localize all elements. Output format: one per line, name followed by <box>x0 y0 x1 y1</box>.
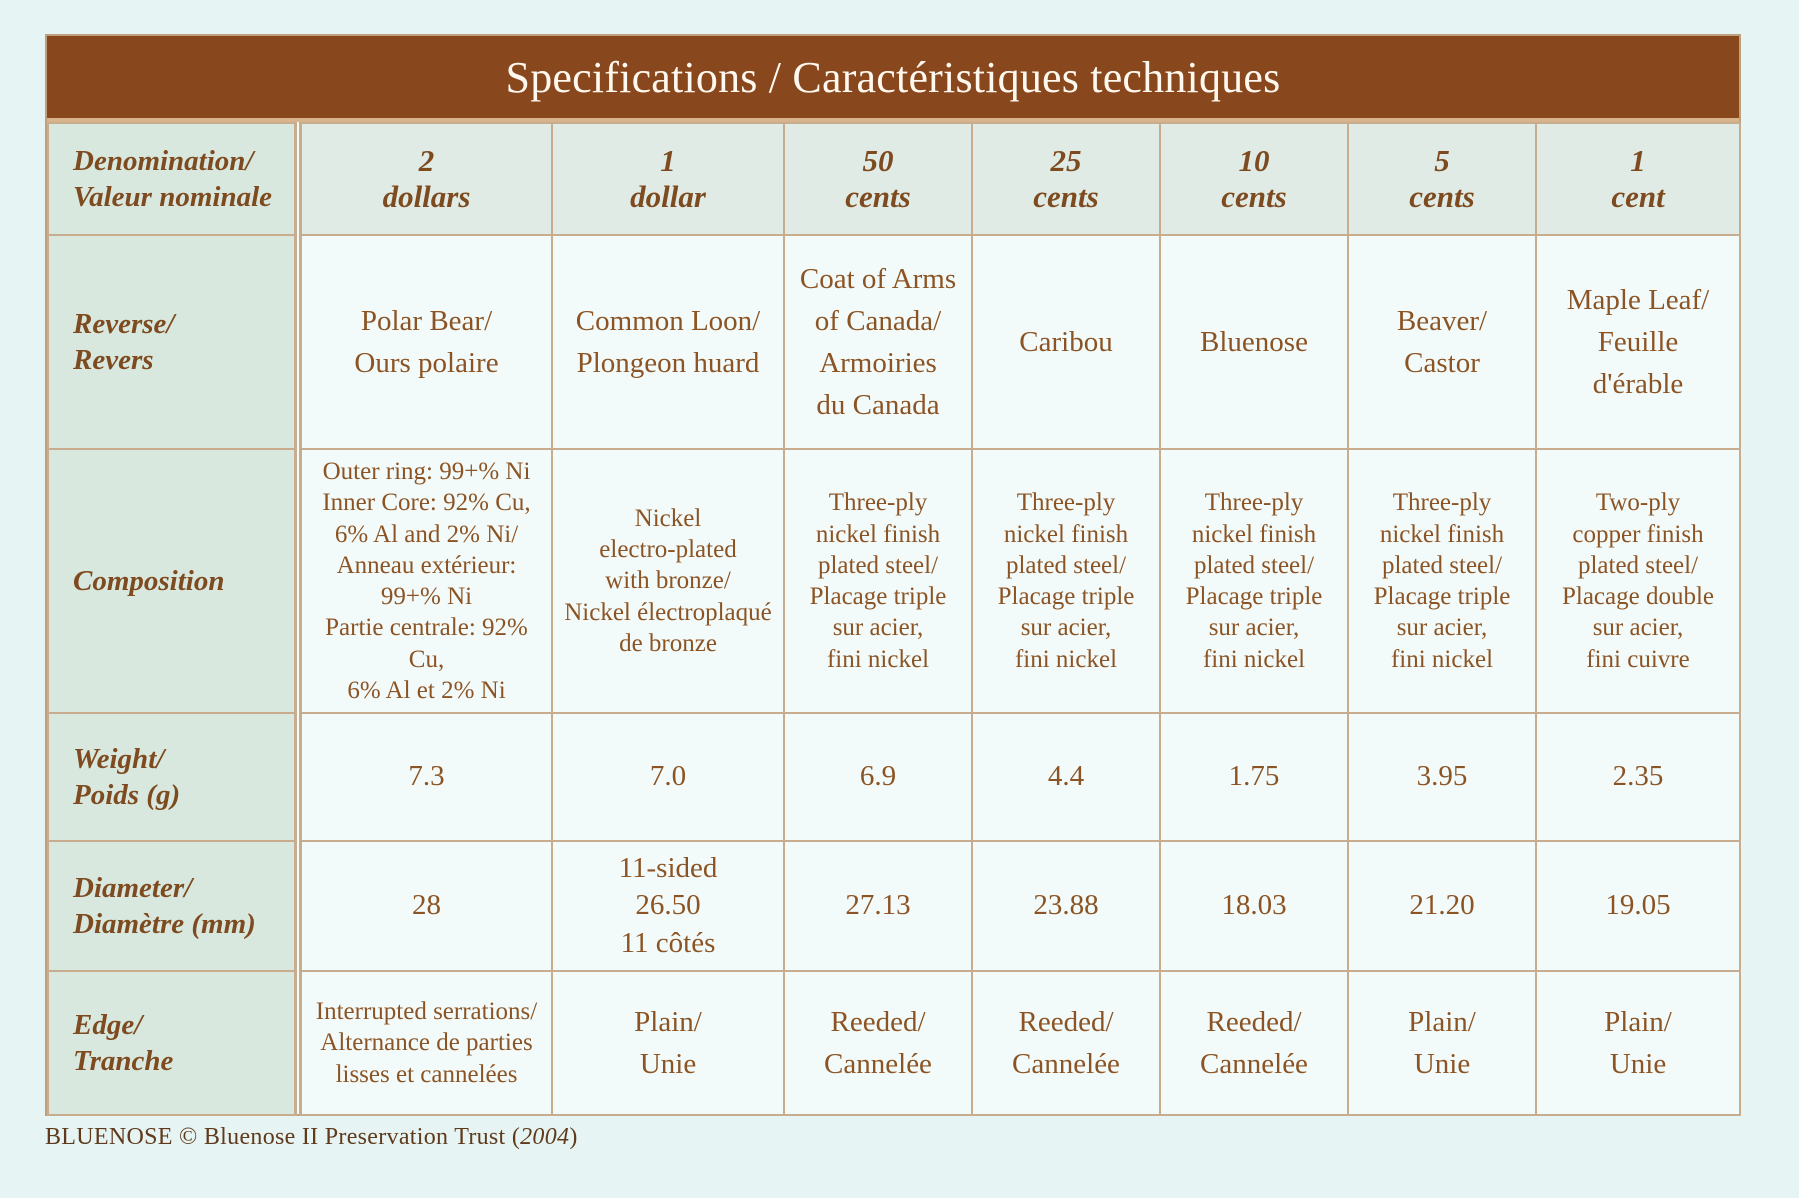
weight-cell: 2.35 <box>1536 713 1740 841</box>
edge-cell: Reeded/ Cannelée <box>784 971 972 1115</box>
composition-cell: Three-ply nickel finish plated steel/ Placage triple sur acier, fini nickel <box>784 449 972 713</box>
copyright-text: BLUENOSE © Bluenose II Preservation Trust ( <box>45 1124 521 1150</box>
diameter-row <box>48 841 1740 971</box>
reverse-cell: Beaver/ Castor <box>1348 235 1536 449</box>
diameter-cell: 28 <box>298 841 552 971</box>
weight-cell: 6.9 <box>784 713 972 841</box>
composition-cell: Three-ply nickel finish plated steel/ Placage triple sur acier, fini nickel <box>1160 449 1348 713</box>
diameter-cell: 11-sided 26.50 11 côtés <box>552 841 784 971</box>
composition-cell: Nickel electro-plated with bronze/ Nickel électroplaqué de bronze <box>552 449 784 713</box>
denomination-10-cents: 10 cents <box>1160 123 1348 235</box>
row-label-diameter: Diameter/ Diamètre (mm) <box>48 841 298 971</box>
diameter-cell: 23.88 <box>972 841 1160 971</box>
page-title: Specifications / Caractéristiques techniques <box>505 52 1281 102</box>
composition-cell: Three-ply nickel finish plated steel/ Placage triple sur acier, fini nickel <box>972 449 1160 713</box>
reverse-cell: Bluenose <box>1160 235 1348 449</box>
denomination-50-cents: 50 cents <box>784 123 972 235</box>
denomination-1-dollar: 1 dollar <box>552 123 784 235</box>
row-label-weight: Weight/ Poids (g) <box>48 713 298 841</box>
reverse-cell: Polar Bear/ Ours polaire <box>298 235 552 449</box>
weight-row <box>48 713 1740 841</box>
edge-cell: Interrupted serrations/ Alternance de parties lisses et cannelées <box>298 971 552 1115</box>
reverse-cell: Common Loon/ Plongeon huard <box>552 235 784 449</box>
composition-cell: Outer ring: 99+% Ni Inner Core: 92% Cu, 6% Al and 2% Ni/ Anneau extérieur: 99+% Ni Partie centrale: 92% Cu, 6% Al et 2% Ni <box>298 449 552 713</box>
copyright-footer <box>45 1124 578 1151</box>
edge-cell: Reeded/ Cannelée <box>1160 971 1348 1115</box>
denomination-2-dollars: 2 dollars <box>298 123 552 235</box>
reverse-row <box>48 235 1740 449</box>
weight-cell: 4.4 <box>972 713 1160 841</box>
weight-cell: 7.3 <box>298 713 552 841</box>
reverse-cell: Caribou <box>972 235 1160 449</box>
edge-cell: Plain/ Unie <box>1536 971 1740 1115</box>
composition-cell: Two-ply copper finish plated steel/ Placage double sur acier, fini cuivre <box>1536 449 1740 713</box>
copyright-close: ) <box>569 1124 578 1150</box>
edge-cell: Reeded/ Cannelée <box>972 971 1160 1115</box>
row-label-edge: Edge/ Tranche <box>48 971 298 1115</box>
denomination-row <box>48 123 1740 235</box>
denomination-1-cent: 1 cent <box>1536 123 1740 235</box>
composition-row <box>48 449 1740 713</box>
row-label-composition: Composition <box>48 449 298 713</box>
diameter-cell: 18.03 <box>1160 841 1348 971</box>
denomination-25-cents: 25 cents <box>972 123 1160 235</box>
diameter-cell: 27.13 <box>784 841 972 971</box>
weight-cell: 7.0 <box>552 713 784 841</box>
denomination-5-cents: 5 cents <box>1348 123 1536 235</box>
row-label-denomination: Denomination/ Valeur nominale <box>48 123 298 235</box>
diameter-cell: 21.20 <box>1348 841 1536 971</box>
weight-cell: 3.95 <box>1348 713 1536 841</box>
copyright-year: 2004 <box>520 1124 570 1150</box>
diameter-cell: 19.05 <box>1536 841 1740 971</box>
reverse-cell: Coat of Arms of Canada/ Armoiries du Canada <box>784 235 972 449</box>
weight-cell: 1.75 <box>1160 713 1348 841</box>
composition-cell: Three-ply nickel finish plated steel/ Placage triple sur acier, fini nickel <box>1348 449 1536 713</box>
row-label-reverse: Reverse/ Revers <box>48 235 298 449</box>
specifications-table <box>47 122 1741 1116</box>
specifications-card <box>45 34 1741 1116</box>
title-bar <box>47 36 1739 122</box>
edge-cell: Plain/ Unie <box>1348 971 1536 1115</box>
reverse-cell: Maple Leaf/ Feuille d'érable <box>1536 235 1740 449</box>
edge-row <box>48 971 1740 1115</box>
edge-cell: Plain/ Unie <box>552 971 784 1115</box>
